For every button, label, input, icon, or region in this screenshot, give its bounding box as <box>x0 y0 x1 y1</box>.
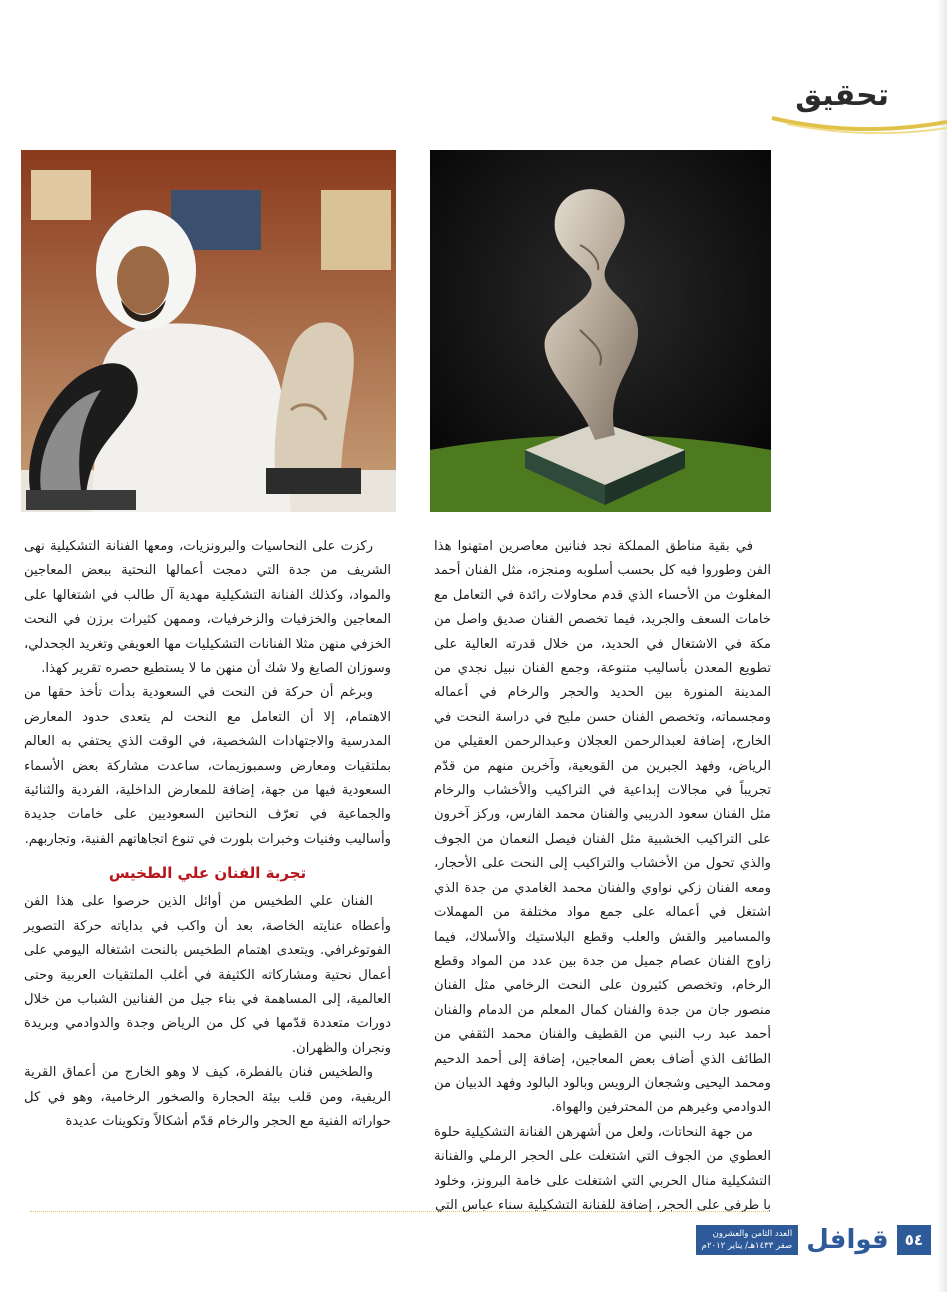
article-paragraph: وبرغم أن حركة فن النحت في السعودية بدأت تأخذ حقها من الاهتمام، إلا أن التعامل مع النحت لم يتعدى حدود المعارض المدرسية والاجتهادات الشخصية، في الوقت الذي يحتفي به العالم بملتقيات ومعارض وسمبوزيمات، ساعدت مشاركة بعض الأسماء السعودية فيها من جهة، إضافة للمعارض الداخلية، الفردية والثنائية والجماعية في تعرّف النحاتين السعوديين على خامات جديدة وأساليب وفنيات وخبرات بلورت في تنوع اتجاهاتهم الفنية، وتجاربهم. <box>24 685 391 847</box>
magazine-logo: قوافل <box>806 1225 889 1255</box>
section-title: تحقيق <box>795 78 889 113</box>
issue-number: العدد الثامن والعشرون <box>712 1229 793 1239</box>
footer-divider <box>30 1211 770 1212</box>
sculpture-image <box>430 150 771 512</box>
artist-photo <box>21 150 396 512</box>
page-footer <box>696 1216 931 1264</box>
section-header-swoosh <box>767 112 947 134</box>
issue-info <box>696 1225 799 1255</box>
article-paragraph: ركزت على النحاسيات والبرونزيات، ومعها الفنانة التشكيلية نهى الشريف من جدة التي دمجت أعمالها النحتية ببعض المعاجين والمواد، وكذلك الفنانة التشكيلية مهدية آل طالب في اشتغالها على المعاجين والخزفيات والزخرفيات، وممهن كثيرات برزن في النحت الخزفي منهن مثلا الفنانات التشكيليات مها العويفي وتغريد الجحدلي، وسوزان الصايغ ولا شك أن منهن ما لا يستطيع حصره تقرير كهذا. <box>24 539 391 677</box>
article-paragraph: من جهة النحاتات، ولعل من أشهرهن الفنانة التشكيلية حلوة العطوي من الجوف التي اشتغلت على الحجر الرملي والفنانة التشكيلية منال الحربي التي اشتغلت على خامة البرونز، وخلود با طرفي على الحجر، إضافة للفنانة التشكيلية سناء عباس التي <box>434 1124 771 1213</box>
article-subheading: تجربة الفنان علي الطخيس <box>108 864 307 883</box>
page-number: ٥٤ <box>897 1225 931 1255</box>
article-paragraph: في بقية مناطق المملكة نجد فنانين معاصرين امتهنوا هذا الفن وطوروا فيه كل بحسب أسلوبه ومنجزه، مثل الفنان أحمد المغلوث من الأحساء الذي قدم محاولات رائدة في التعامل مع خامات السعف والجريد، فيما تخصص الفنان صديق واصل من مكة في الاشتغال في الحديد، من خلال قدرته العالية على تطويع المعدن بأساليب متنوعة، وجمع الفنان نبيل نجدي من المدينة المنورة بين الحديد والحجر والرخام في أعماله ومجسماته، وتخصص الفنان حسن مليح في دراسة النحت في الخارج، إضافة لعبدالرحمن العجلان وعبدالرحمن العقيلي من الرياض، وفهد الجبرين من القويعية، وآخرين منهم من قدّم تجريباً في مجالات إبداعية في التراكيب والأخشاب والرخام مثل الفنان سعود الدريبي والفنان محمد الفارس، وركز آخرون على التراكيب الخشبية مثل الفنان فيصل النعمان من الجوف والذي تحول من الأخشاب والتراكيب إلى النحت على الأحجار، ومعه الفنان زكي نواوي والفنان محمد الغامدي من جدة الذي اشتغل في أعماله على جمع مواد مختلفة من المهملات والمسامير والقش والعلب وقطع البلاستيك والأسلاك، فيما زاوج الفنان عصام جميل من جدة بين عدد من المواد وقطع الرخام، وتخصص كثيرون على النحت الرخامي مثل الفنان منصور جان من جدة والفنان كمال المعلم من الدمام والفنان أحمد عبد رب النبي من القطيف والفنان محمد الثقفي من الطائف الذي أضاف بعض المعاجين، إضافة إلى أحمد الدحيم ومحمد اليحيى وشجعان الرويس وبالود البالود وفهد الدبيان من الدوادمي وغيرهم من المحترفين والهواة. <box>434 539 771 1116</box>
sculpture-photo <box>430 150 771 512</box>
page-edge <box>937 0 947 1292</box>
artist-image <box>21 150 396 512</box>
article-column-left <box>24 535 391 1134</box>
issue-date: صفر ١٤٣٣هـ/ يناير ٢٠١٢م <box>701 1241 793 1251</box>
article-paragraph: والطخيس فنان بالفطرة، كيف لا وهو الخارج من أعماق القرية الريفية، ومن قلب بيئة الحجارة والصخور الرخامية، وهو في كل حواراته الفنية مع الحجر والرخام قدّم أشكالاً وتكوينات عديدة <box>24 1065 391 1129</box>
article-column-right <box>434 535 771 1218</box>
article-paragraph: الفنان علي الطخيس من أوائل الذين حرصوا على هذا الفن وأعطاه عنايته الخاصة، بعد أن واكب في بداياته حركة التصوير الفوتوغرافي. ويتعدى اهتمام الطخيس بالنحت اشتغاله اليومي على أعمال نحتية ومشاركاته الكثيفة في أغلب الملتقيات العربية وحتى العالمية، إلى المساهمة في بناء جيل من الفنانين الشباب من خلال دورات متعددة قدّمها في كل من الرياض وجدة والدوادمي وبريدة ونجران والظهران. <box>24 894 391 1056</box>
